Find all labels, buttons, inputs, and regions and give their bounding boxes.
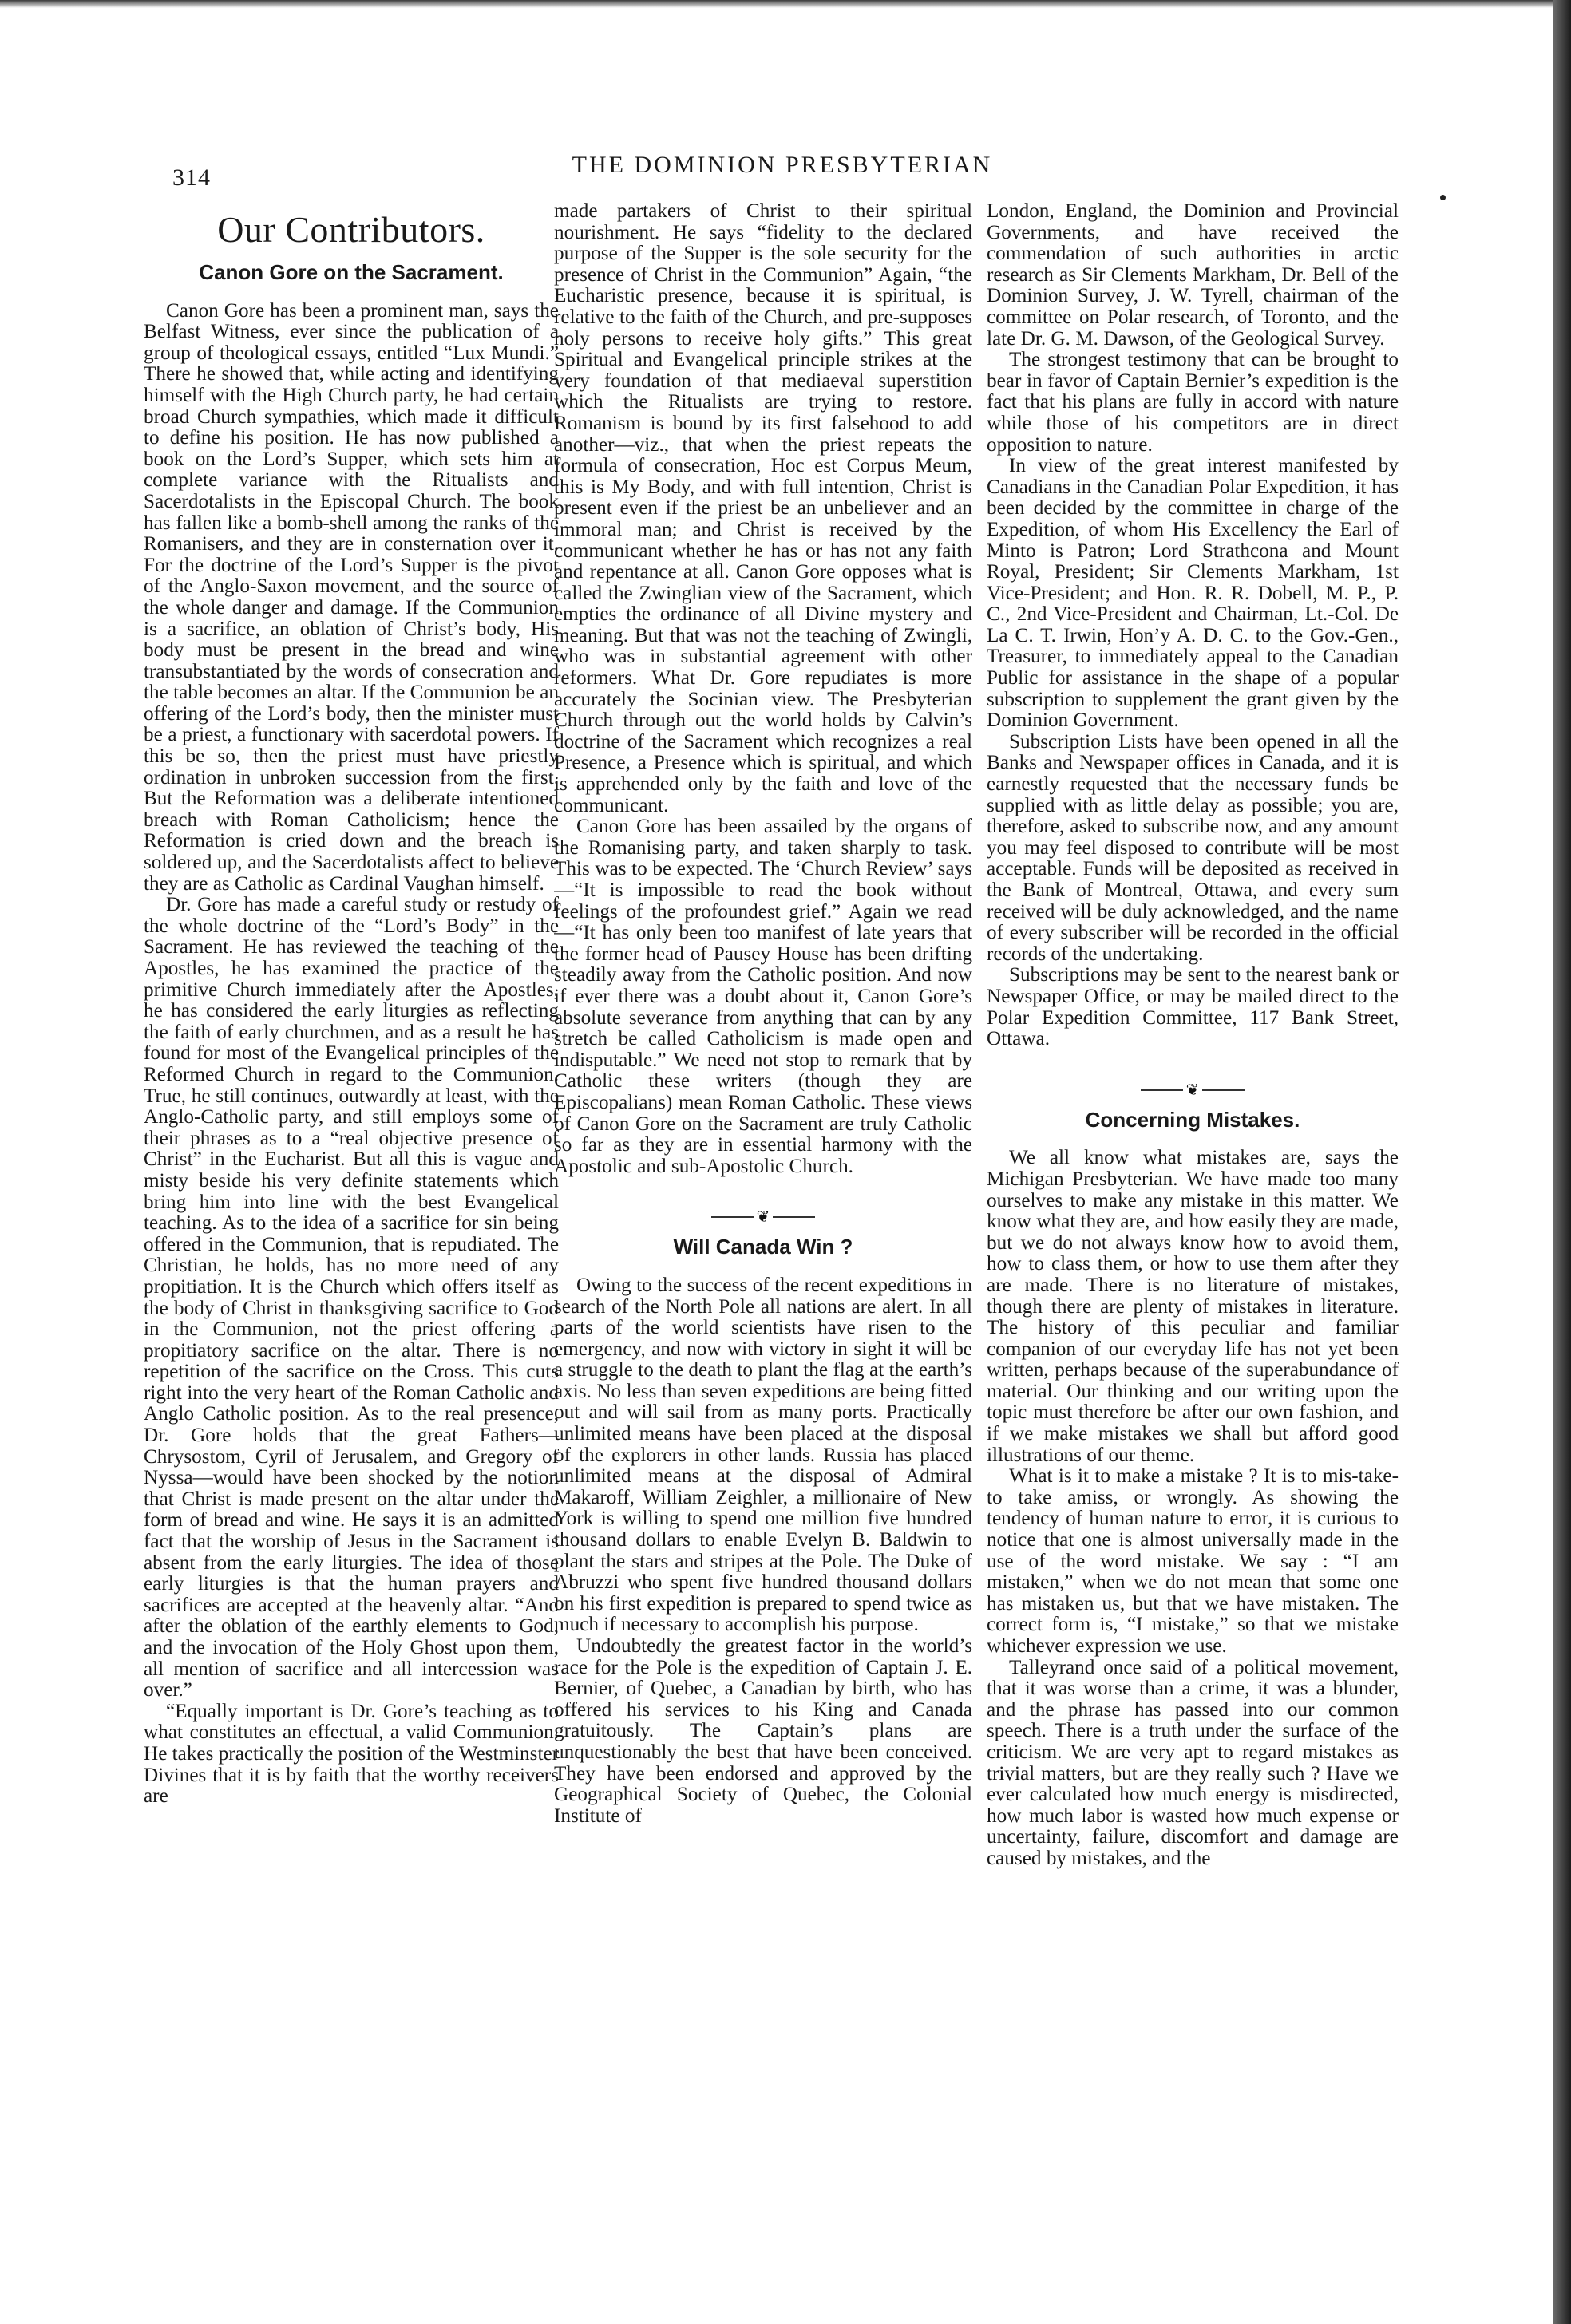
section-divider: [1141, 1082, 1245, 1098]
running-head: THE DOMINION PRESBYTERIAN: [572, 152, 993, 178]
scan-speck: [1440, 195, 1446, 200]
paragraph: London, England, the Dominion and Provincial Governments, and have received the commendation of such authorities in arctic research as Sir Clements Markham, Dr. Bell of the Dominion Survey, J. W. Tyrell, chairman of the committee on Polar research, of Toronto, and the late Dr. G. M. Dawson, of the Geological Survey.: [987, 201, 1399, 350]
paragraph: We all know what mistakes are, says the Michigan Presbyterian. We have made too many ourselves to make any mistake in this matter. We know what they are, and how easily they are made, but we do not always know how to avoid them, how to class them, or how to use them after they are made. There is no literature of mistakes, though there are plenty of mistakes in literature. The history of this peculiar and familiar companion of our everyday life has not yet been written, perhaps because of the superabundance of material. Our thinking and our writing upon the topic must therefore be after our own fashion, and if we make mistakes we shall but afford good illustrations of our theme.: [987, 1147, 1399, 1466]
paragraph: What is it to make a mistake ? It is to mis-take-to take amiss, or wrongly. As showing the tendency of human nature to error, it is curious to notice that one is almost universally made in the use of the word mistake. We say : “I am mistaken,” when we do not mean that some one has mistaken us, but that we have mistaken. The correct form is, “I mistake,” so that we mistake whichever expression we use.: [987, 1465, 1399, 1657]
paragraph: Dr. Gore has made a careful study or restudy of the whole doctrine of the “Lord’s Body” in the Sacrament. He has reviewed the teaching of the Apostles, he has examined the practice of the primitive Church immediately after the Apostles, he has considered the early liturgies as reflecting the faith of early churchmen, and as a result he has found for most of the Evangelical principles of the Reformed Church in regard to the Communion. True, he still continues, outwardly at least, with the Anglo-Catholic party, and still employs some of their phrases as to a “real objective presence of Christ” in the Eucharist. But all this is vague and misty beside his very definite statements which bring him into line with the best Evangelical teaching. As to the idea of a sacrifice for sin being offered in the Communion, that is repudiated. The Christian, he holds, has no more need of any propitiation. It is the Church which offers itself as the body of Christ in thanksgiving sacrifice to God in the Communion, not the priest offering a propitiatory sacrifice on the altar. There is no repetition of the sacrifice on the Cross. This cuts right into the very heart of the Roman Catholic and Anglo Catholic position. As to the real presence, Dr. Gore holds that the great Fathers—Chrysostom, Cyril of Jerusalem, and Gregory of Nyssa—would have been shocked by the notion that Christ is made present on the altar under the form of bread and wine. He says it is an admitted fact that the worship of Jesus in the Sacrament is absent from the early liturgies. The idea of those early liturgies is that the human prayers and sacrifices are accepted at the heavenly altar. “And after the oblation of the earthly elements to God, and the invocation of the Holy Ghost upon them, all mention of sacrifice and all intercession was over.”: [144, 894, 559, 1702]
paragraph: Subscriptions may be sent to the nearest bank or Newspaper Office, or may be mailed direct to the Polar Expedition Committee, 117 Bank Street, Ottawa.: [987, 964, 1399, 1050]
paragraph: Canon Gore has been a prominent man, says the Belfast Witness, ever since the publication of a group of theological essays, entitled “Lux Mundi.” There he showed that, while acting and identifying himself with the High Church party, he had certain broad Church sympathies, which made it difficult to define his position. He has now published a book on the Lord’s Supper, which sets him at complete variance with the Ritualists and Sacerdotalists in the Episcopal Church. The book has fallen like a bomb-shell among the ranks of the Romanisers, and they are in consternation over it. For the doctrine of the Lord’s Supper is the pivot of the Anglo-Saxon movement, and the source of the whole danger and damage. If the Communion is a sacrifice, an oblation of Christ’s body, His body must be present in the bread and wine transubstantiated by the words of consecration and the table becomes an altar. If the Communion be an offering of the Lord’s body, then the minister must be a priest, a functionary with sacerdotal powers. If this be so, then the priest must have priestly ordination in unbroken succession from the first. But the Reformation was a deliberate intentioned breach with Roman Catholicism; hence the Reformation is cried down and the breach is soldered up, and the Sacerdotalists affect to believe they are as Catholic as Cardinal Vaughan himself.: [144, 299, 559, 895]
paragraph: Subscription Lists have been opened in all the Banks and Newspaper offices in Canada, and it is earnestly requested that the necessary funds be supplied with as little delay as possible; you are, therefore, asked to subscribe now, and any amount you may feel disposed to contribute will be most acceptable. Funds will be deposited as received in the Bank of Montreal, Ottawa, and every sum received will be duly acknowledged, and the name of every subscriber will be recorded in the official records of the undertaking.: [987, 730, 1399, 965]
scan-top-edge: [0, 0, 1571, 8]
paragraph: The strongest testimony that can be brought to bear in favor of Captain Bernier’s expedition is the fact that his plans are fully in accord with nature while those of his competitors are in direct opposition to nature.: [987, 349, 1399, 456]
column-right: [987, 201, 1399, 2308]
article-title-will-canada-win: Will Canada Win ?: [673, 1235, 853, 1259]
page-number: 314: [172, 164, 211, 191]
paragraph: Talleyrand once said of a political movement, that it was worse than a crime, it was a blunder, and the phrase has passed into our common speech. There is a truth under the surface of the criticism. We are very apt to regard mistakes as trivial matters, but are they really such ? Have we ever calculated how much energy is misdirected, how much labor is wasted how much expense or uncertainty, failure, discomfort and damage are caused by mistakes, and the: [987, 1656, 1399, 1869]
section-divider: [711, 1209, 815, 1225]
paragraph: Canon Gore has been assailed by the organs of the Romanising party, and taken sharply to task. This was to be expected. The ‘Church Review’ says—“It is impossible to read the book without feelings of the profoundest grief.” Again we read—“It has only been too manifest of late years that the former head of Pausey House has been drifting steadily away from the Catholic position. And now if ever there was a doubt about it, Canon Gore’s absolute severance from anything that can by any stretch be called Catholicism is made open and indisputable.” We need not stop to remark that by Catholic these writers (though they are Episcopalians) mean Roman Catholic. These views of Canon Gore on the Sacrament are truly Catholic so far as they are in essential harmony with the Apostolic and sub-Apostolic Church.: [554, 816, 972, 1177]
article-title-concerning-mistakes: Concerning Mistakes.: [1085, 1107, 1300, 1132]
article-title-canon-gore: Canon Gore on the Sacrament.: [199, 260, 504, 284]
paragraph: Undoubtedly the greatest factor in the world’s race for the Pole is the expedition of Captain J. E. Bernier, of Quebec, a Canadian by birth, who has offered his services to his King and Canada gratuitously. The Captain’s plans are unquestionably the best that have been conceived. They have been endorsed and approved by the Geographical Society of Quebec, the Colonial Institute of: [554, 1635, 972, 1827]
paragraph: “Equally important is Dr. Gore’s teaching as to what constitutes an effectual, a valid Communion. He takes practically the position of the Westminster Divines that it is by faith that the worthy receivers are: [144, 1700, 559, 1808]
paragraph: Owing to the success of the recent expeditions in search of the North Pole all nations are alert. In all parts of the world scientists have risen to the emergency, and now with victory in sight it will be a struggle to the death to plant the flag at the earth’s axis. No less than seven expeditions are being fitted out and will sail from as many ports. Practically unlimited means have been placed at the disposal of the explorers in other lands. Russia has placed unlimited means at the disposal of Admiral Makaroff, William Zeighler, a millionaire of New York is willing to spend one million five hundred thousand dollars to enable Evelyn B. Baldwin to plant the stars and stripes at the Pole. The Duke of Abruzzi who spent five hundred thousand dollars on his first expedition is prepared to spend twice as much if necessary to accomplish his purpose.: [554, 1274, 972, 1636]
column-left: [144, 201, 559, 2308]
divider-ornament-icon: ❦: [754, 1210, 773, 1224]
divider-ornament-icon: ❦: [1183, 1083, 1202, 1097]
paragraph: In view of the great interest manifested by Canadians in the Canadian Polar Expedition, it has been decided by the committee in charge of the Expedition, of whom His Excellency the Earl of Minto is Patron; Lord Strathcona and Mount Royal, President; Sir Clements Markham, 1st Vice-President; and Hon. R. R. Dobell, M. P., P. C., 2nd Vice-President and Chairman, Lt.-Col. De La C. T. Irwin, Hon’y A. D. C. to the Gov.-Gen., Treasurer, to immediately appeal to the Canadian Public for assistance in the shape of a popular subscription to supplement the grant given by the Dominion Government.: [987, 455, 1399, 732]
scan-right-edge: [1553, 0, 1571, 2324]
section-title: Our Contributors.: [217, 209, 485, 250]
column-middle: [554, 201, 972, 2308]
paragraph: made partakers of Christ to their spiritual nourishment. He says “fidelity to the declared purpose of the Supper is the sole security for the presence of Christ in the Communion” Again, “the Eucharistic presence, because it is spiritual, is relative to the faith of the Church, and pre-supposes holy persons to receive holy gifts.” This great Spiritual and Evangelical principle strikes at the very foundation of that mediaeval superstition which the Ritualists are trying to restore. Romanism is bound by its first falsehood to add another—viz., that when the priest repeats the formula of consecration, Hoc est Corpus Meum, this is My Body, and with full intention, Christ is present even if the priest be an unbeliever and an immoral man; and Christ is received by the communicant whether he has or has not any faith and repentance at all. Canon Gore opposes what is called the Zwinglian view of the Sacrament, which empties the ordinance of all Divine mystery and meaning. But that was not the teaching of Zwingli, who was in substantial agreement with other reformers. What Dr. Gore repudiates is more accurately the Socinian view. The Presbyterian Church through out the world holds by Calvin’s doctrine of the Sacrament which recognizes a real Presence, a Presence which is spiritual, and which is apprehended only by the faith and love of the communicant.: [554, 201, 972, 816]
